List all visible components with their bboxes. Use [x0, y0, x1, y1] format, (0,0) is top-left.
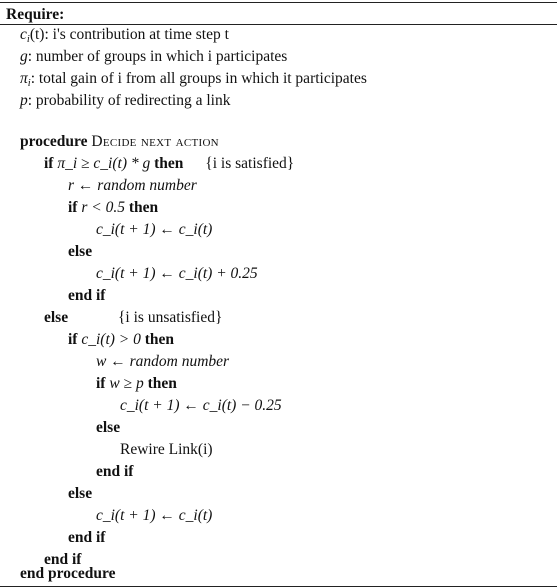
else-keyword: else: [68, 485, 93, 502]
stmt-keep-1: c_i(t + 1) ← c_i(t): [96, 221, 213, 238]
if-keyword: if: [68, 199, 78, 216]
req-symbol: g: [20, 48, 28, 65]
end-if-keyword: end if: [96, 463, 134, 480]
requirement-contribution: [20, 24, 229, 46]
else-keyword: else: [96, 419, 121, 436]
end-procedure-keyword: end procedure: [20, 565, 116, 582]
if-w-line: [96, 373, 177, 395]
req-symbol: c: [20, 26, 27, 43]
condition-positive: c_i(t) > 0: [81, 331, 141, 348]
assign-w: w ← random number: [96, 353, 230, 370]
req-arg: (t): [29, 26, 45, 43]
stmt-keep-2: c_i(t + 1) ← c_i(t): [96, 507, 213, 524]
then-keyword: then: [128, 199, 159, 216]
procedure-keyword: procedure: [20, 133, 88, 150]
condition-satisfied: π_i ≥ c_i(t) * g: [57, 155, 151, 172]
then-keyword: then: [147, 375, 177, 392]
if-keyword: if: [96, 375, 106, 392]
if-positive-line: [68, 329, 174, 351]
requirement-groups: [20, 46, 287, 68]
bottom-rule: [0, 586, 557, 587]
top-rule: [0, 2, 557, 3]
end-if-keyword: end if: [68, 287, 106, 304]
requirement-probability: [20, 90, 230, 112]
else-keyword: else: [68, 243, 93, 260]
req-symbol: π: [20, 70, 28, 87]
else-unsatisfied-line: [44, 307, 222, 329]
req-text: : number of groups in which i participates: [27, 48, 288, 65]
condition-r: r < 0.5: [81, 199, 125, 216]
requirement-gain: [20, 68, 367, 90]
req-text: : probability of redirecting a link: [27, 92, 231, 109]
comment-unsatisfied: {i is unsatisfied}: [117, 309, 223, 326]
then-keyword: then: [144, 331, 175, 348]
stmt-minus: c_i(t + 1) ← c_i(t) − 0.25: [120, 397, 282, 414]
req-text: : i's contribution at time step t: [44, 26, 229, 43]
end-if-keyword: end if: [68, 529, 106, 546]
procedure-name: Decide next action: [91, 133, 219, 150]
end-if-keyword: end if: [44, 551, 82, 568]
procedure-header: [20, 131, 219, 153]
assign-r: r ← random number: [68, 177, 197, 194]
require-label: Require:: [6, 6, 65, 23]
then-keyword: then: [154, 155, 184, 172]
req-subscript: i: [26, 34, 30, 45]
req-subscript: i: [27, 78, 31, 89]
req-symbol: p: [20, 92, 28, 109]
req-text: : total gain of i from all groups in which it participates: [30, 70, 367, 87]
if-keyword: if: [68, 331, 78, 348]
else-keyword: else: [44, 309, 69, 326]
stmt-plus: c_i(t + 1) ← c_i(t) + 0.25: [96, 265, 258, 282]
if-satisfied-line: [44, 153, 294, 175]
condition-w: w ≥ p: [109, 375, 144, 392]
rewire-link-call: Rewire Link(i): [120, 441, 213, 458]
if-keyword: if: [44, 155, 54, 172]
if-r-line: [68, 197, 158, 219]
comment-satisfied: {i is satisfied}: [205, 155, 295, 172]
